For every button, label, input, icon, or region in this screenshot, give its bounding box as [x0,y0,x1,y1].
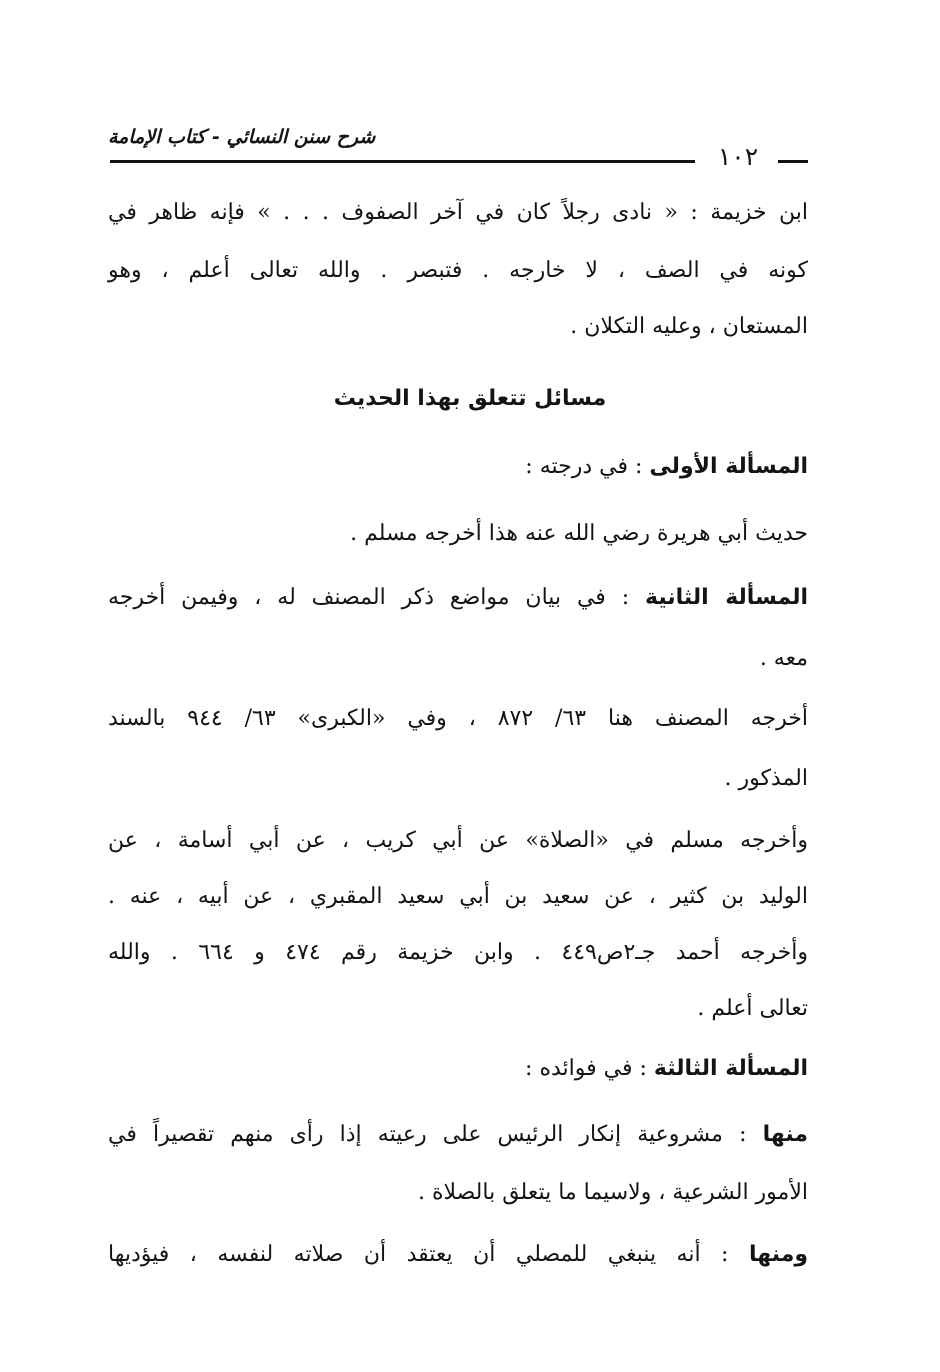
question-3-line [108,1054,808,1084]
page-number-dash [778,160,808,163]
question-1-answer: حديث أبي هريرة رضي الله عنه هذا أخرجه مسلم . [350,521,808,546]
question-2-text: : في بيان مواضع ذكر المصنف له ، وفيمن أخرجه [108,585,630,610]
paragraph-line: أخرجه المصنف هنا ٦٣/ ٨٧٢ ، وفي «الكبرى» ٦٣/ ٩٤٤ بالسند [108,706,809,731]
benefit-1-continuation: الأمور الشرعية ، ولاسيما ما يتعلق بالصلاة . [417,1180,808,1205]
question-2-label: المسألة الثانية [645,585,809,610]
section-heading: مسائل تتعلق بهذا الحديث [333,386,607,411]
paragraph-line: وأخرجه مسلم في «الصلاة» عن أبي كريب ، عن أبي أسامة ، عن [108,828,808,853]
running-title: شرح سنن النسائي - كتاب الإمامة [108,126,376,148]
paragraph-line: الوليد بن كثير ، عن سعيد بن أبي سعيد المقبري ، عن أبيه ، عنه . [108,884,808,909]
question-3-text: : في فوائده : [525,1056,647,1081]
benefit-2-label: ومنها [748,1242,808,1267]
question-1-line [108,452,808,482]
benefit-2-line [108,1240,808,1270]
question-3-label: المسألة الثالثة [653,1056,808,1081]
paragraph-line: المذكور . [724,766,808,791]
page-number: ١٠٢ [717,142,759,171]
paragraph-line: كونه في الصف ، لا خارجه . فتبصر . والله تعالى أعلم ، وهو [108,258,808,283]
benefit-2-text: : أنه ينبغي للمصلي أن يعتقد أن صلاته لنفسه ، فيؤديها [108,1242,729,1267]
paragraph-line: تعالى أعلم . [697,996,808,1021]
benefit-1-label: منها [762,1122,808,1147]
question-2-line [108,583,808,613]
question-1-label: المسألة الأولى [649,454,808,479]
paragraph-line: ابن خزيمة : « نادى رجلاً كان في آخر الصفوف . . . » فإنه ظاهر في [108,200,808,225]
question-1-text: : في درجته : [525,454,643,479]
question-2-continuation: معه . [759,646,808,671]
header-rule [110,160,695,163]
benefit-1-line [108,1120,808,1150]
benefit-1-text: : مشروعية إنكار الرئيس على رعيته إذا رأى منهم تقصيراً في [108,1122,747,1147]
paragraph-line: وأخرجه أحمد جـ٢ص٤٤٩ . وابن خزيمة رقم ٤٧٤ و ٦٦٤ . والله [108,940,808,965]
paragraph-line: المستعان ، وعليه التكلان . [570,314,808,339]
